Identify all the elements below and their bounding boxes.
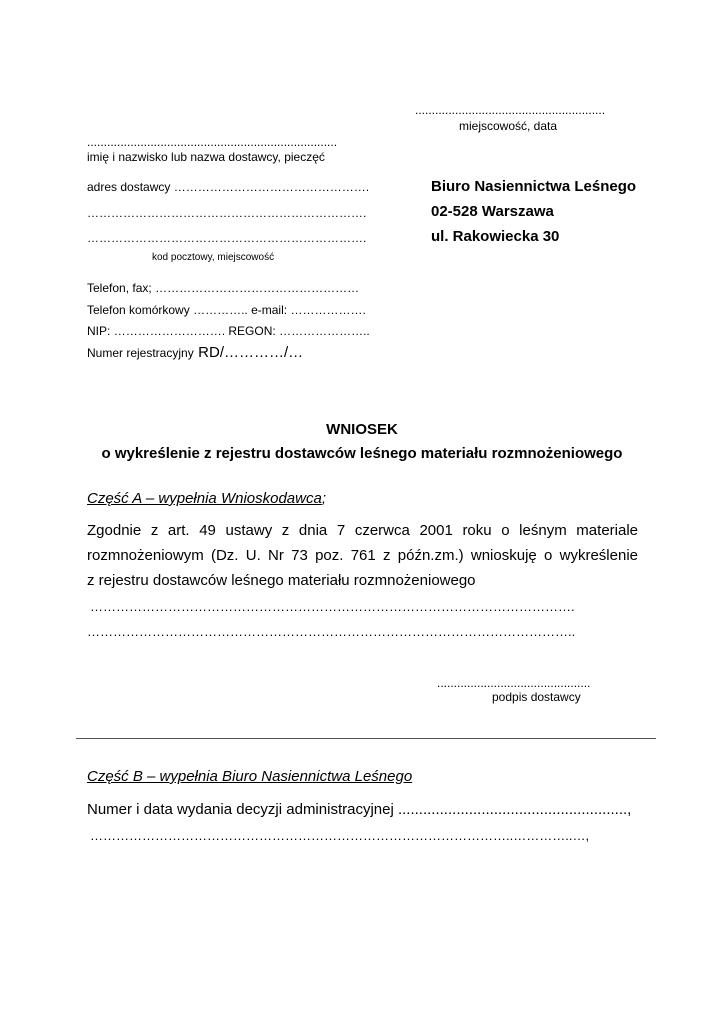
decision-row — [87, 801, 631, 818]
mobile-dots: ………….. — [193, 303, 248, 317]
part-a-body — [87, 518, 638, 593]
document-title: WNIOSEK — [326, 421, 398, 438]
address-dots-1: …………………………………………. — [173, 180, 370, 194]
recipient-line-1: Biuro Nasiennictwa Leśnego — [431, 178, 637, 195]
part-a-body-line-3: z rejestru dostawców leśnego materiału rozmnożeniowego — [87, 572, 476, 589]
nip-label: NIP: — [87, 324, 111, 338]
regon-dots: ………………….. — [279, 324, 370, 338]
signature-dots: .............................................. — [437, 676, 591, 690]
phone-fax-label: Telefon, fax; — [87, 281, 152, 295]
part-a-heading — [87, 490, 326, 507]
registration-value: RD/…………/… — [198, 344, 304, 361]
recipient-line-3: ul. Rakowiecka 30 — [431, 228, 560, 245]
section-divider — [76, 738, 656, 739]
place-date-label: miejscowość, data — [459, 119, 558, 133]
document-subtitle: o wykreślenie z rejestru dostawców leśnego materiału rozmnożeniowego — [101, 445, 623, 462]
part-a-dots-line-2: ………………………………………………………………………………………………….. — [87, 624, 576, 639]
part-a-body-line-1: Zgodnie z art. 49 ustawy z dnia 7 czerwca 2001 roku o leśnym materiale — [87, 522, 638, 539]
recipient-line-2: 02-528 Warszawa — [431, 203, 554, 220]
supplier-name-label: imię i nazwisko lub nazwa dostawcy, pieczęć — [87, 150, 325, 164]
email-dots: ………………. — [290, 303, 366, 317]
supplier-address-line-1 — [87, 180, 369, 194]
part-a-dots-line-1: …………………………………………………………………………………………………. — [90, 599, 575, 614]
signature-label: podpis dostawcy — [492, 690, 581, 704]
email-label: e-mail: — [251, 303, 288, 317]
part-a-body-line-2: rozmnożeniowym (Dz. U. Nr 73 poz. 761 z późn.zm.) wnioskuję o wykreślenie — [87, 547, 638, 564]
address-dots-3: ……………………………………………………………. — [87, 231, 367, 245]
nip-regon-row — [87, 324, 370, 338]
address-label: adres dostawcy — [87, 180, 171, 194]
nip-dots: ………………………. — [113, 324, 226, 338]
mobile-label: Telefon komórkowy — [87, 303, 190, 317]
postcode-label: kod pocztowy, miejscowość — [152, 252, 275, 263]
decision-dots: ......................................................., — [397, 801, 632, 818]
registration-label: Numer rejestracyjny — [87, 346, 194, 360]
supplier-name-dots: ........................................................................... — [87, 135, 338, 149]
part-a-heading-suffix: ; — [321, 490, 326, 507]
decision-label: Numer i data wydania decyzji administracyjnej — [87, 801, 394, 818]
regon-label: REGON: — [228, 324, 276, 338]
part-b-heading: Część B – wypełnia Biuro Nasiennictwa Leśnego — [87, 768, 413, 785]
address-dots-2: ……………………………………………………………. — [87, 206, 367, 220]
registration-number-row — [87, 344, 303, 362]
phone-fax-row — [87, 281, 359, 295]
part-a-heading-text: Część A – wypełnia Wnioskodawca — [87, 490, 322, 507]
part-b-dots-line: ……………………………………………………………………………………..…………..…, — [90, 828, 590, 843]
phone-fax-dots: …………………………………………… — [155, 281, 360, 295]
place-date-dots: ......................................................... — [415, 103, 606, 117]
mobile-email-row — [87, 303, 366, 317]
